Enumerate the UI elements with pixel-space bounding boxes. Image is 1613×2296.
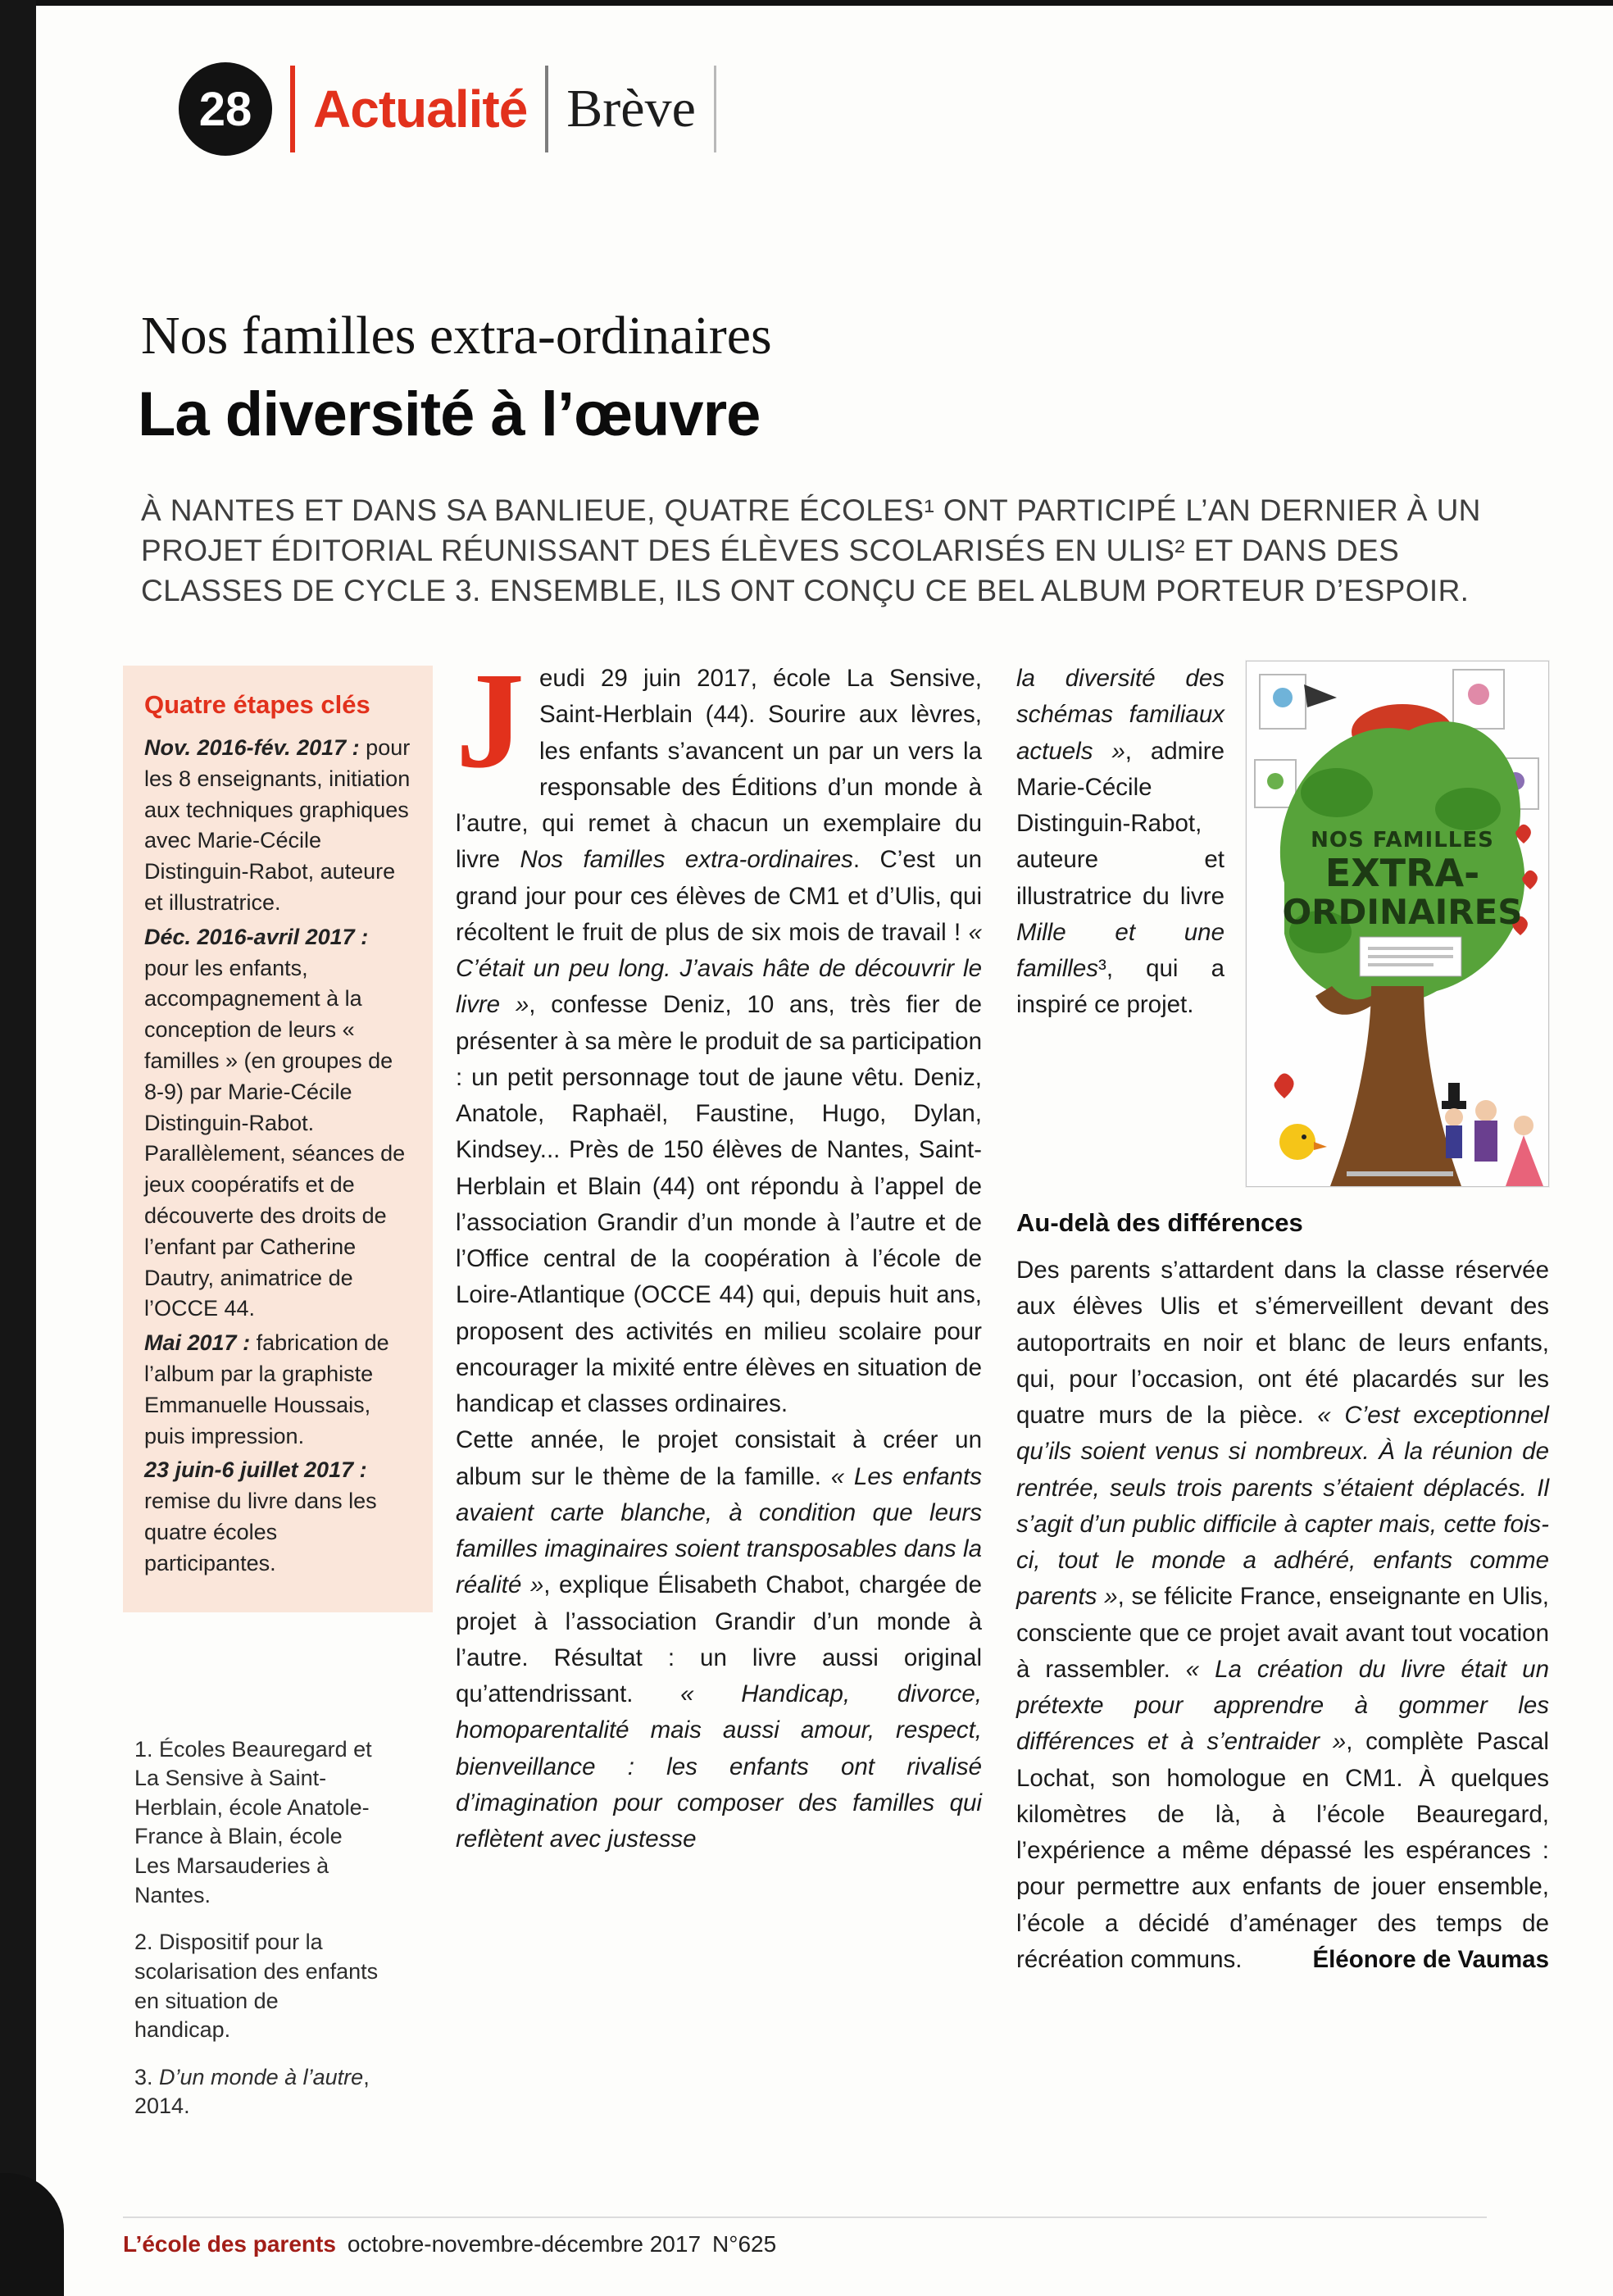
key-steps-box [123,666,433,1612]
drop-cap: J [456,644,525,797]
scan-edge-top [0,0,1613,6]
key-step-entry: Déc. 2016-avril 2017 : pour les enfants, accompagnement à la conception de leurs « familles » (en groupes de 8-9) par Marie-Cécile Distinguin-Rabot. Parallèlement, séances de jeux coopératifs et de découverte des droits de l’enfant par Catherine Dautry, animatrice de l’OCCE 44. [144,924,406,1321]
issue-number: N°625 [712,2231,777,2257]
key-step-entry: Nov. 2016-fév. 2017 : pour les 8 enseignants, initiation aux techniques graphiques avec Marie-Cécile Distinguin-Rabot, auteure et illustratrice. [144,735,411,915]
page-number-badge: 28 [179,62,272,156]
cover-title-line1: NOS FAMILLES [1311,828,1494,852]
middle-column [456,644,982,1857]
article-subhead: Au-delà des différences [1016,1208,1303,1237]
scan-edge-left [0,0,36,2296]
cover-title-line2: EXTRA- [1324,851,1480,895]
section-label: Actualité [313,80,528,139]
article-paragraph: Des parents s’attardent dans la classe réservée aux élèves Ulis et s’émerveillent devant des autoportraits en noir et blanc de leurs enfants, qui, pour l’occasion, ont été placardés sur les quatre murs de la pièce. « C’est exceptionnel qu’ils soient venus si nombreux. À la réunion de rentrée, seuls trois parents s’étaient déplacés. Il s’agit d’un public difficile à capter mais, cette fois-ci, tout le monde a adhéré, enfants comme parents », se félicite France, enseignante en Ulis, consciente que ce projet avait avant tout vocation à rassembler. « La création du livre était un prétexte pour apprendre à gommer les différences et à s’entraider », complète Pascal Lochat, son homologue en CM1. À quelques kilomètres de là, à l’école Beauregard, l’expérience a même dépassé les espérances : pour permettre aux enfants de jouer ensemble, l’école a décidé d’aménager des temps de récréation communs. Éléonore de Vaumas [1016,1257,1550,1973]
footnote: 3. D’un monde à l’autre, 2014. [134,2064,370,2119]
footnote: 2. Dispositif pour la scolarisation des enfants en situation de handicap. [134,1930,379,2043]
scan-edge-corner [0,2173,64,2296]
page-header [179,62,716,156]
footnotes [123,1735,380,2122]
right-column [1016,661,1549,1978]
subsection-label: Brève [566,79,696,139]
key-steps-title: Quatre étapes clés [144,690,370,719]
article-title: La diversité à l’œuvre [138,380,761,449]
article-standfirst: À NANTES ET DANS SA BANLIEUE, QUATRE ÉCOLES¹ ONT PARTICIPÉ L’AN DERNIER À UN PROJET ÉDITORIAL RÉUNISSANT DES ÉLÈVES SCOLARISÉS EN ULIS² ET DANS DES CLASSES DE CYCLE 3. ENSEMBLE, ILS ONT CONÇU CE BEL ALBUM PORTEUR D’ESPOIR. [141,493,1481,608]
article-paragraph [456,644,982,1422]
page-footer [123,2216,1487,2257]
article-paragraph: Cette année, le projet consistait à créer un album sur le thème de la famille. « Les enfants avaient carte blanche, à condition que leurs familles imaginaires soient transposables dans la réalité », explique Élisabeth Chabot, chargée de projet à l’association Grandir d’un monde à l’autre. Résultat : un livre aussi original qu’attendrissant. « Handicap, divorce, homoparentalité mais aussi amour, respect, bienveillance : les enfants ont rivalisé d’imagination pour composer des familles qui reflètent avec justesse [456,1426,982,1853]
article-kicker: Nos familles extra-ordinaires [141,306,772,366]
left-column [123,666,433,2139]
key-step-entry: 23 juin-6 juillet 2017 : remise du livre dans les quatre écoles participantes. [144,1457,377,1575]
cover-title-line3: ORDINAIRES [1282,892,1523,932]
divider-red [290,66,295,152]
key-step-entry: Mai 2017 : fabrication de l’album par la graphiste Emmanuelle Houssais, puis impression. [144,1330,389,1448]
magazine-name: L’école des parents [123,2231,336,2257]
book-cover-illustration [1246,661,1549,1187]
footnote: 1. Écoles Beauregard et La Sensive à Saint-Herblain, école Anatole-France à Blain, école Les Marsauderies à Nantes. [134,1736,372,1907]
article-paragraph: la diversité des schémas familiaux actuels », admire Marie-Cécile Distinguin-Rabot, auteure et illustratrice du livre Mille et une familles³, qui a inspiré ce projet. [1016,665,1225,1019]
paragraph-text: eudi 29 juin 2017, école La Sensive, Saint-Herblain (44). Sourire aux lèvres, les enfants s’avancent un par un vers la responsable des Éditions d’un monde à l’autre, qui remet à chacun un exemplaire du livre Nos familles extra-ordinaires. C’est un grand jour pour ces élèves de CM1 et d’Ulis, qui récoltent le fruit de plus de six mois de travail ! « C’était un peu long. J’avais hâte de découvrir le livre », confesse Deniz, 10 ans, très fier de présenter à sa mère le produit de sa participation : un petit personnage tout de jaune vêtu. Deniz, Anatole, Raphaël, Faustine, Hugo, Dylan, Kindsey... Près de 150 élèves de Nantes, Saint-Herblain et Blain (44) ont répondu à l’appel de l’association Grandir d’un monde à l’autre et de l’Office central de la coopération à l’école de Loire-Atlantique (OCCE 44) qui, depuis huit ans, proposent des activités en milieu scolaire pour encourager la mixité entre élèves en situation de handicap et classes ordinaires. [456,665,982,1417]
divider-dark [545,66,548,152]
divider-light [714,66,716,152]
issue-date: octobre-novembre-décembre 2017 [347,2231,702,2257]
